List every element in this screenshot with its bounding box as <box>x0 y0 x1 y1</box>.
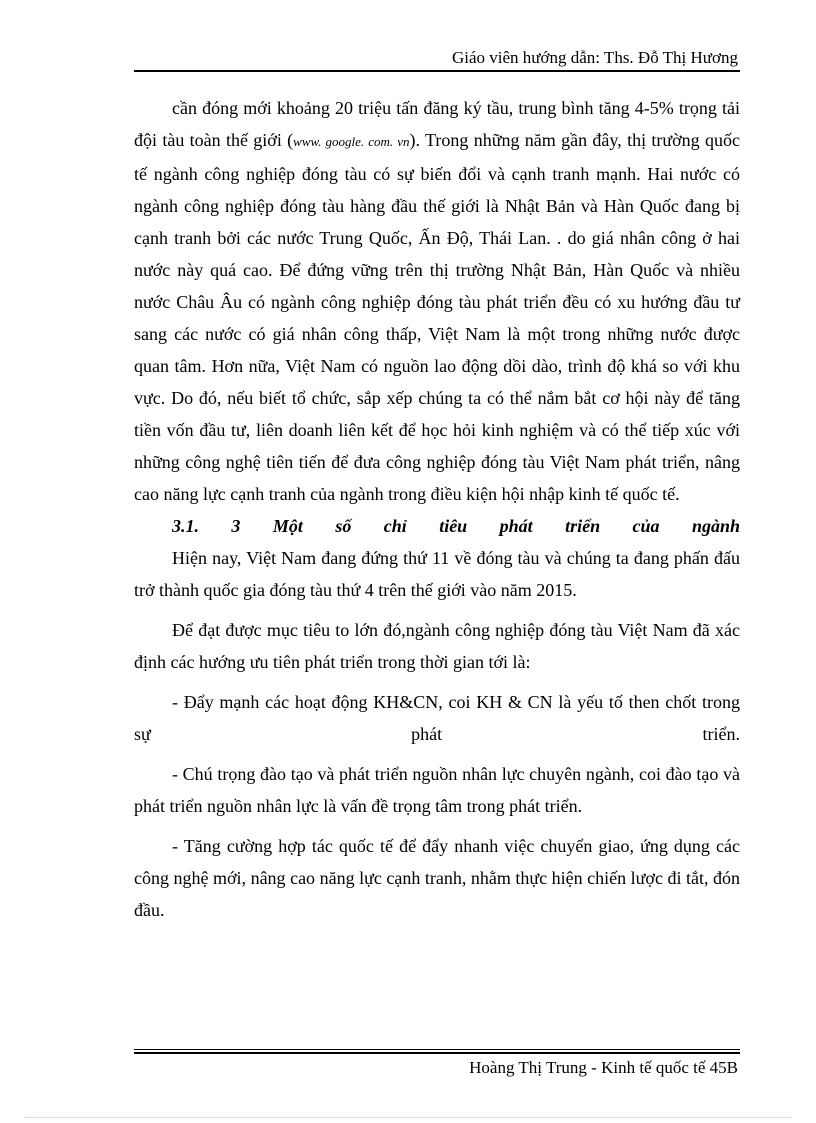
paragraph-shipbuilding-market <box>134 92 740 510</box>
list-item-international-cooperation: - Tăng cường hợp tác quốc tế để đẩy nhanh việc chuyển giao, ứng dụng các công nghệ mới, nâng cao năng lực cạnh tranh, nhằm thực hiện chiến lược đi tắt, đón đầu. <box>134 836 740 920</box>
paragraph-current-rank: Hiện nay, Việt Nam đang đứng thứ 11 về đóng tàu và chúng ta đang phấn đấu trở thành quốc gia đóng tàu thứ 4 trên thế giới vào năm 2015. <box>134 548 740 600</box>
header-divider <box>134 70 740 72</box>
list-item-human-resources: - Chú trọng đào tạo và phát triển nguồn nhân lực chuyên ngành, coi đào tạo và phát triển nguồn nhân lực là vấn đề trọng tâm trong phát triển. <box>134 764 740 816</box>
source-url: www. google. com. vn <box>293 134 410 149</box>
footer-author: Hoàng Thị Trung - Kinh tế quốc tế 45B <box>469 1058 738 1077</box>
document-body <box>134 92 740 926</box>
paragraph-priorities-intro: Để đạt được mục tiêu to lớn đó,ngành công nghiệp đóng tàu Việt Nam đã xác định các hướng ưu tiên phát triển trong thời gian tới là: <box>134 620 740 672</box>
list-item-science-technology: - Đẩy mạnh các hoạt động KH&CN, coi KH & CN là yếu tố then chốt trong sự phát triển. <box>134 692 740 744</box>
page-boundary <box>24 1117 792 1118</box>
footer-divider-thin <box>134 1049 740 1050</box>
paragraph-text: ). Trong những năm gần đây, thị trường quốc tế ngành công nghiệp đóng tàu có sự biến đổi và cạnh tranh mạnh. Hai nước có ngành công nghiệp đóng tàu hàng đầu thế giới là Nhật Bản và Hàn Quốc đang bị cạnh tranh bởi các nước Trung Quốc, Ấn Độ, Thái Lan. . do giá nhân công ở hai nước này quá cao. Để đứng vững trên thị trường Nhật Bản, Hàn Quốc và nhiều nước Châu Âu có ngành công nghiệp đóng tàu phát triển đều có xu hướng đầu tư sang các nước có giá nhân công thấp, Việt Nam là một trong những nước được quan tâm. Hơn nữa, Việt Nam có nguồn lao động dồi dào, trình độ khá so với khu vực. Do đó, nếu biết tổ chức, sắp xếp chúng ta có thể nắm bắt cơ hội này để tăng tiền vốn đầu tư, liên doanh liên kết để học hỏi kinh nghiệm và có thể tiếp xúc với những công nghệ tiên tiến để đưa công nghiệp đóng tàu Việt Nam phát triển, nâng cao năng lực cạnh tranh của ngành trong điều kiện hội nhập kinh tế quốc tế. <box>134 130 741 504</box>
paragraph-text: cần đóng mới khoảng 20 triệu tấn đăng ký tầu, trung bình tăng 4-5% trọng tải đội tàu toàn thế giới ( <box>134 98 740 150</box>
footer-divider-thick <box>134 1052 740 1054</box>
header-advisor: Giáo viên hướng dẫn: Ths. Đỗ Thị Hương <box>451 48 738 67</box>
section-heading: 3.1. 3 Một số chỉ tiêu phát triển của ngành <box>172 516 740 536</box>
